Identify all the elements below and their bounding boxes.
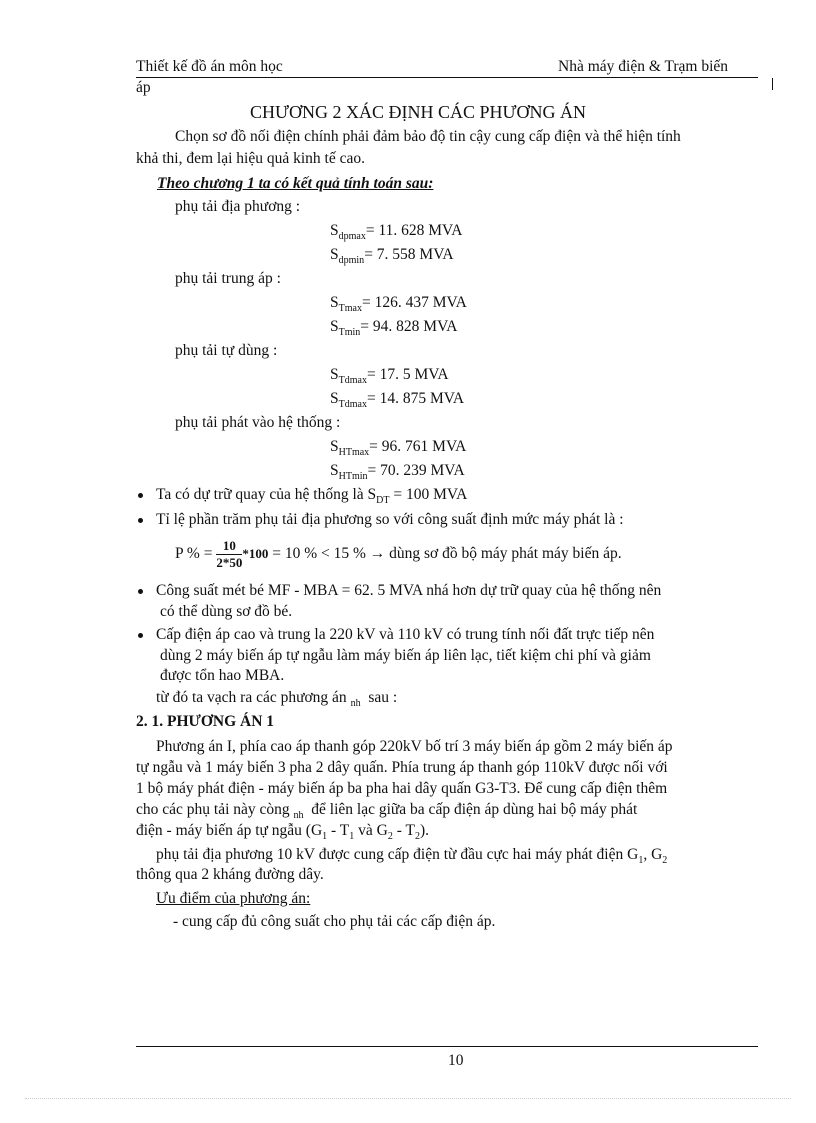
mid-load-max: $S_{Tmax}= 126$. 437 MVA — [330, 294, 467, 314]
bullet-voltage-line-2: dùng 2 máy biến áp tự ngẫu làm máy biến áp liên lạc, tiết kiệm chi phí và giảm — [160, 647, 651, 664]
intro-line-2: khả thi, đem lại hiệu quả kinh tế cao. — [136, 150, 365, 167]
local-supply-line-1: phụ tải địa phương 10 kV được cung cấp điện từ đầu cực hai máy phát điện $G_1$, $G_2$ — [156, 846, 668, 866]
plan1-line-5: điện - máy biến áp tự ngẫu ($G_1 - T_1$ và $G_2 - T_2$). — [136, 822, 430, 842]
plan1-line-3: 1 bộ máy phát điện - máy biến áp ba pha hai dây quấn G3-T3. Để cung cấp điện thêm — [136, 780, 668, 797]
bullet-reserve: Ta có dự trữ quay của hệ thống là $S_{DT} = 100$ MVA — [156, 486, 468, 506]
header-right: Nhà máy điện & Trạm biến — [558, 58, 729, 75]
bullet-ratio: Tỉ lệ phần trăm phụ tải địa phương so với công suất định mức máy phát là : — [156, 511, 624, 528]
header-wrap: áp — [136, 79, 151, 96]
section-heading: 2. 1. PHƯƠNG ÁN 1 — [136, 713, 275, 730]
local-supply-line-2: thông qua 2 kháng đường dây. — [136, 866, 324, 883]
mid-load-label: phụ tải trung áp : — [175, 270, 281, 287]
plan1-line-4: cho các phụ tải này còng $_{nh}$ để liên lạc giữa ba cấp điện áp dùng hai bộ máy phát — [136, 801, 638, 821]
system-load-max: $S_{HTmax}= 96$. 761 MVA — [330, 438, 467, 458]
bullet-dot — [138, 589, 143, 594]
self-load-min: $S_{Tdmax}= 14$. 875 MVA — [330, 390, 465, 410]
bullet-capacity-line-2: có thể dùng sơ đồ bé. — [160, 603, 293, 620]
advantages-heading: Ưu điểm của phương án: — [156, 890, 311, 907]
page-edge — [25, 1098, 791, 1099]
intro-line-1: Chọn sơ đồ nối điện chính phải đảm bảo độ tin cậy cung cấp điện và thể hiện tính — [175, 128, 681, 145]
plan1-line-2: tự ngẫu và 1 máy biến 3 pha 2 dây quấn. Phía trung áp thanh góp 110kV được nối với — [136, 759, 668, 776]
page-number: 10 — [448, 1052, 464, 1069]
plan1-line-1: Phương án I, phía cao áp thanh góp 220kV bố trí 3 máy biến áp gồm 2 máy biến áp — [156, 738, 673, 755]
plans-intro: từ đó ta vạch ra các phương án $_{nh}$ sau : — [156, 689, 398, 709]
mid-load-min: $S_{Tmin}= 94$. 828 MVA — [330, 318, 458, 338]
system-load-min: $S_{HTmin}= 70$. 239 MVA — [330, 462, 465, 482]
advantages-item: - cung cấp đủ công suất cho phụ tải các cấp điện áp. — [173, 913, 496, 930]
system-load-label: phụ tải phát vào hệ thống : — [175, 414, 341, 431]
footer-rule — [136, 1046, 758, 1047]
bullet-voltage-line-3: được tổn hao MBA. — [160, 667, 285, 684]
self-load-max: $S_{Tdmax}= 17$. 5 MVA — [330, 366, 449, 386]
bullet-dot — [138, 633, 143, 638]
self-load-label: phụ tải tự dùng : — [175, 342, 278, 359]
results-heading: Theo chương 1 ta có kết quả tính toán sau: — [157, 175, 434, 192]
bullet-dot — [138, 518, 143, 523]
header-left: Thiết kế đồ án môn học — [136, 58, 283, 75]
local-load-label: phụ tải địa phương : — [175, 198, 301, 215]
arrow-icon: → — [369, 545, 386, 562]
margin-tick — [772, 78, 773, 90]
bullet-capacity-line-1: Công suất mét bé MF - MBA = 62. 5 MVA nhá hơn dự trữ quay của hệ thống nên — [156, 582, 662, 599]
bullet-dot — [138, 493, 143, 498]
ratio-formula: P % = $\frac{10}{2*50}$ *100 = 10 % < 15 % → dùng sơ đồ bộ máy phát máy biến áp. — [175, 537, 622, 570]
bullet-voltage-line-1: Cấp điện áp cao và trung la 220 kV và 110 kV có trung tính nối đất trực tiếp nên — [156, 626, 655, 643]
local-load-min: $S_{dpmin}= 7$. 558 MVA — [330, 246, 454, 266]
header-rule — [136, 77, 758, 78]
chapter-title: CHƯƠNG 2 XÁC ĐỊNH CÁC PHƯƠNG ÁN — [250, 102, 586, 122]
formula-fraction: $\frac{10}{2*50}$ — [216, 537, 243, 570]
local-load-max: $S_{dpmax}= 11$. 628 MVA — [330, 222, 463, 242]
